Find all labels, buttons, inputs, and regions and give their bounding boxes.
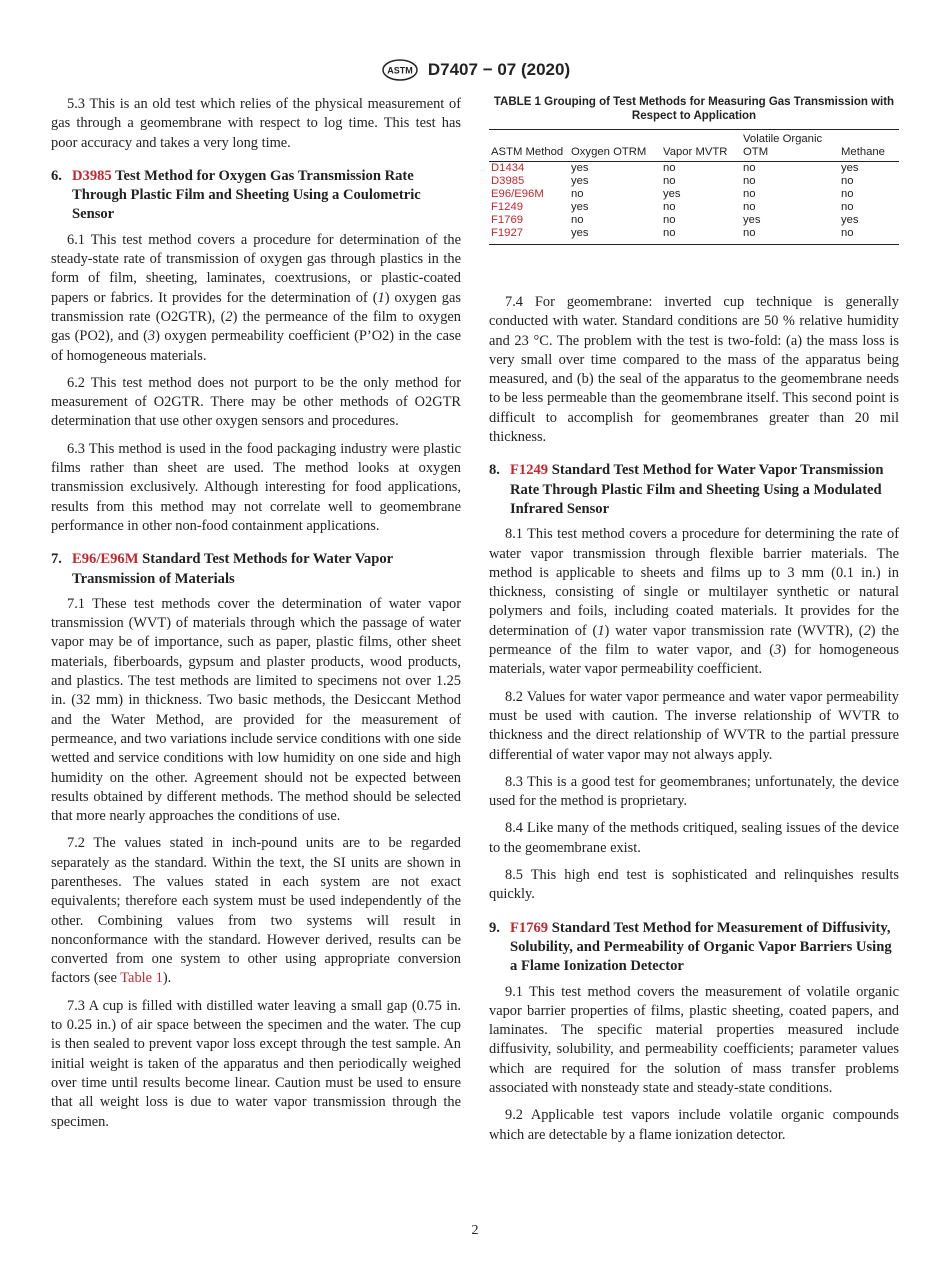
table-1-link[interactable]: Table 1 [120,970,163,987]
table-cell: no [743,162,756,174]
table-header-row [489,130,899,162]
table-header-cell: Vapor MVTR [663,146,728,158]
table-cell: no [743,175,756,187]
table-cell: yes [743,214,761,226]
table-row [489,175,899,188]
method-link[interactable]: E96/E96M [491,188,544,200]
section-6-heading: 6. D3985 Test Method for Oxygen Gas Transmission Rate Through Plastic Film and Sheeting Using a Coulometric Sensor [51,167,421,223]
table-1 [489,129,899,245]
table-row [489,227,899,245]
paragraph-8-5: 8.5 This high end test is sophisticated and relinquishes results quickly. [489,867,899,903]
standard-link-f1769[interactable]: F1769 [510,919,549,936]
section-7-heading: 7. E96/E96M Standard Test Methods for Water Vapor Transmission of Materials [51,551,393,587]
table-row [489,201,899,214]
paragraph-5-3: 5.3 This is an old test which relies of the physical measurement of gas through a geomembrane with respect to log time. This test has poor accuracy and takes a very long time. [51,96,461,151]
table-cell: no [571,214,584,226]
paragraph-8-4: 8.4 Like many of the methods critiqued, sealing issues of the device to the geomembrane exist. [489,820,899,856]
table-cell: yes [571,201,589,213]
table-cell: no [663,175,676,187]
method-link[interactable]: F1249 [491,201,524,213]
left-column [51,95,461,1140]
table-cell: yes [571,175,589,187]
paragraph-9-1: 9.1 This test method covers the measurement of volatile organic vapor barrier properties of films, plastic sheeting, coated papers, and laminates. The specific material properties measured include diffusivity, solubility, and permeability coefficients; parameter values which are required for the solution of mass transfer problems associated with nonsteady state and steady-state conditions. [489,983,899,1096]
table-cell: no [743,227,756,239]
table-cell: yes [841,162,859,174]
paragraph-7-1: 7.1 These test methods cover the determination of water vapor transmission (WVT) of materials through which the passage of water vapor may be of importance, such as paper, plastic films, other sheet materials, fiberboards, gypsum and plaster products, wood products, and plastics. The test methods are limited to specimens not over 1.25 in. (32 mm) in thickness. Two basic methods, the Desiccant Method and the Water Method, are provided for the measurement of permeance, and two variations include service conditions with one side wetted and service conditions with low humidity on one side and high humidity on the other. Agreement should not be expected between results obtained by different methods. The method should be selected that more nearly approaches the conditions of use. [51,595,462,825]
astm-logo-icon [380,58,420,82]
table-cell: no [571,188,584,200]
table-cell: no [663,214,676,226]
standard-link-e96[interactable]: E96/E96M [72,551,139,568]
table-header-cell: Volatile Organic OTM [743,133,823,158]
table-cell: no [663,162,676,174]
method-link[interactable]: D3985 [491,175,525,187]
table-cell: no [841,201,854,213]
table-row [489,162,899,176]
table-cell: no [663,201,676,213]
table-header-cell: Oxygen OTRM [571,146,647,158]
table-cell: yes [663,188,681,200]
method-link[interactable]: F1927 [491,227,524,239]
method-link[interactable]: D1434 [491,162,525,174]
table-cell: yes [571,227,589,239]
document-id: D7407 − 07 (2020) [427,60,571,79]
paragraph-6-1: 6.1 This test method covers a procedure for determination of the steady-state rate of transmission of oxygen gas through plastics in the form of film, sheeting, laminates, coextrusions, or plastic-coated papers or fabrics. It provides for the determination of (1) oxygen gas transmission rate (O2GTR), (2) the permeance of the film to oxygen gas (PO2), and (3) oxygen permeability coefficient (P’O2) in the case of homogeneous materials. [51,231,462,364]
paragraph-6-3: 6.3 This method is used in the food packaging industry were plastic films rather than sheet are used. The method looks at oxygen transmission exclusively. Although interesting for food applications, results from this method may not correlate well to geomembrane performance in other non-food containment applications. [51,440,461,534]
table-cell: no [841,227,854,239]
paragraph-9-2: 9.2 Applicable test vapors include volatile organic compounds which are detectable by a flame ionization detector. [489,1107,899,1143]
table-header-cell: Methane [841,146,885,158]
section-8-heading: 8. F1249 Standard Test Method for Water Vapor Transmission Rate Through Plastic Film and Sheeting Using a Modulated Infrared Sensor [489,462,884,517]
paragraph-6-2: 6.2 This test method does not purport to be the only method for measurement of O2GTR. There may be other methods of O2GTR determination that use other oxygen sensors and procedures. [51,374,461,430]
paragraph-7-3: 7.3 A cup is filled with distilled water leaving a small gap (0.75 in. to 0.25 in.) of air space between the specimen and the water. The cup is then sealed to prevent vapor loss except through the test sample. An initial weight is taken of the apparatus and then periodically weighed over time until results become linear. Caution must be used to ensure that all weight loss is due to water vapor transmission through the specimen. [51,997,461,1130]
table-row [489,188,899,201]
paragraph-7-4: 7.4 For geomembrane: inverted cup technique is generally conducted with water. Standard conditions are 50 % relative humidity and 23 °C. The problem with the test is two-fold: (a) the mass loss is very small over time compared to the mass of the apparatus being measured, and (b) the seal of the apparatus to the geomembrane needs to be less permeable than the geomembrane itself. This second point is difficult to accomplish for geomembranes greater than 20 mil thickness. [489,294,899,446]
table-cell: no [743,201,756,213]
table-1-title: TABLE 1 Grouping of Test Methods for Measuring Gas Transmission with Respect to Application [493,96,895,122]
right-column [489,95,899,1153]
table-cell: yes [841,214,859,226]
page-number: 2 [471,1223,479,1238]
page-header [0,58,950,84]
section-9-heading: 9. F1769 Standard Test Method for Measurement of Diffusivity, Solubility, and Permeability of Organic Vapor Barriers Using a Flame Ionization Detector [489,919,892,975]
table-cell: no [841,188,854,200]
paragraph-7-2: 7.2 The values stated in inch-pound units are to be regarded separately as the standard. Within the text, the SI units are shown in parentheses. The values stated in each system are not exact equivalents; therefore each system must be used independently of the other. Combining values from two systems will result in nonconformance with the standard. However derived, results can be converted from one system to other using appropriate conversion factors (see Table 1). [51,835,461,987]
table-cell: yes [571,162,589,174]
method-link[interactable]: F1769 [491,214,524,226]
svg-text:ASTM: ASTM [387,65,413,76]
table-cell: no [841,175,854,187]
paragraph-8-3: 8.3 This is a good test for geomembranes; unfortunately, the device used for the method is proprietary. [489,773,899,810]
paragraph-8-1: 8.1 This test method covers a procedure for determining the rate of water vapor transmission through flexible barrier materials. The method is applicable to sheets and films up to 3 mm (0.1 in.) in thickness, consisting of single or multilayer synthetic or natural polymers and foils, including coated materials. It provides for the determination of (1) water vapor transmission rate (WVTR), (2) the permeance of the film to water vapor, and (3) for homogeneous materials, water vapor permeability coefficient. [489,526,900,678]
standard-link-d3985[interactable]: D3985 [72,167,112,184]
paragraph-8-2: 8.2 Values for water vapor permeance and water vapor permeability must be used with caution. The inverse relationship of WVTR to thickness and the direct relationship of WVTR to the partial pressure differential of water vapor may not always apply. [489,688,899,763]
table-header-cell: ASTM Method [491,146,564,158]
table-cell: no [743,188,756,200]
table-row [489,214,899,227]
table-cell: no [663,227,676,239]
standard-link-f1249[interactable]: F1249 [510,462,549,479]
